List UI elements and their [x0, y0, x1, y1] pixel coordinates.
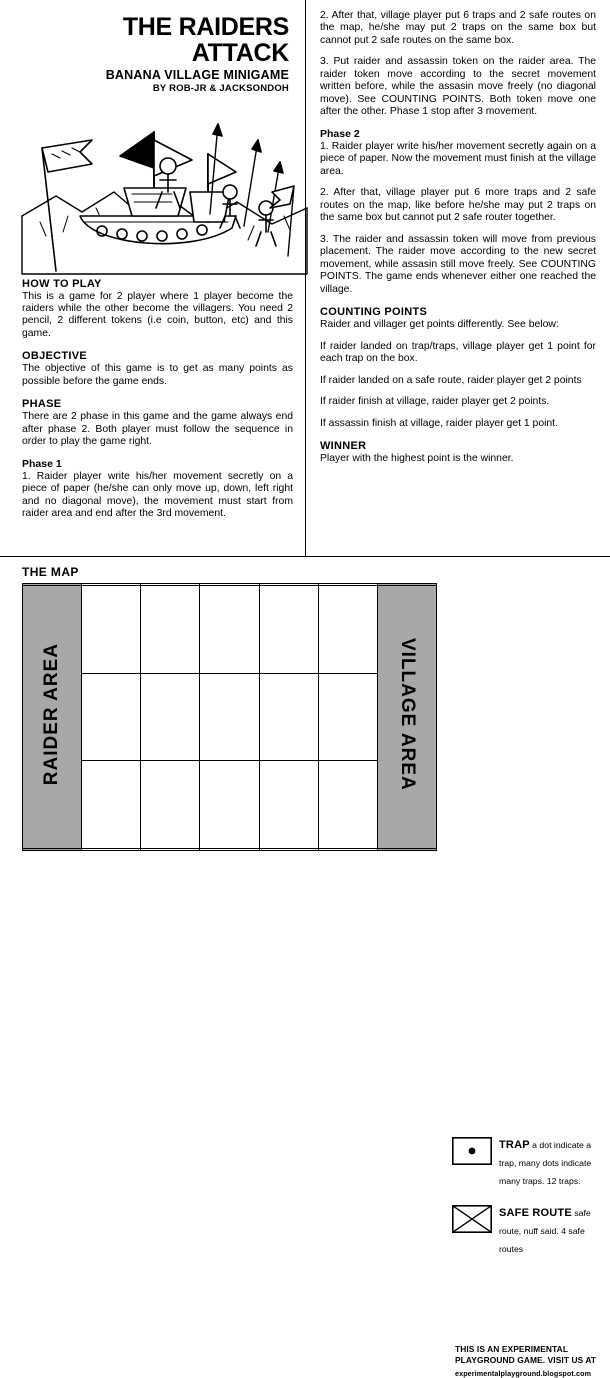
legend-safe-route-title: SAFE ROUTE: [499, 1207, 572, 1219]
objective-heading: OBJECTIVE: [22, 350, 88, 363]
phase-1-item-3: 3. Put raider and assassin token on the raider area. The raider token move according to the secret movement written before, while the assasin move freely (no diagonal move). See COUNTING POINTS. Both token move one after the other. Phase 1 stop after 3 movement.: [320, 56, 596, 118]
trap-dot-icon: [452, 1137, 492, 1165]
phase-2-item-1: 1. Raider player write his/her movement secretly again on a piece of paper. Now the movement must finish at the village area.: [320, 140, 596, 177]
counting-points-rule-4: If assassin finish at village, raider player get 1 point.: [320, 417, 558, 429]
legend-trap-title: TRAP: [499, 1139, 530, 1151]
raiders-attack-illustration: [22, 96, 307, 274]
board-cell[interactable]: [377, 849, 436, 851]
winner-heading: WINNER: [320, 440, 367, 453]
legend-trap-desc: a dot indicate a trap, many dots indicate many traps. 12 traps.: [499, 1140, 592, 1186]
board-cell[interactable]: [318, 585, 377, 673]
raider-area-label: RAIDER AREA: [41, 643, 63, 786]
phase-1-heading: Phase 1: [22, 457, 62, 470]
phase-1-item-2: 2. After that, village player put 6 traps and 2 safe routes on the map, he/she may put 2 traps on the same box but cannot put 2 safe routes on the same box.: [320, 10, 596, 46]
board-cell[interactable]: [259, 849, 318, 851]
instructions-section: [0, 0, 610, 556]
phase-heading: PHASE: [22, 398, 62, 411]
safe-route-cross-icon: [452, 1205, 492, 1233]
board-cell[interactable]: [200, 585, 259, 673]
board-cell[interactable]: [200, 673, 259, 761]
winner-body: Player with the highest point is the winner.: [320, 453, 514, 465]
legend-item-safe-route: [452, 1203, 602, 1257]
how-to-play-body: This is a game for 2 player where 1 player become the raiders while the other become the villagers. You need 2 pencil, 2 different tokens (i.e coin, button, etc) and this game.: [22, 290, 293, 339]
how-to-play-heading: HOW TO PLAY: [22, 277, 102, 290]
board-cell[interactable]: [200, 849, 259, 851]
board-row[interactable]: [23, 585, 437, 673]
board-cell[interactable]: [259, 761, 318, 849]
counting-points-rule-2: If raider landed on a safe route, raider player get 2 points: [320, 374, 582, 386]
board-cell[interactable]: [82, 585, 141, 673]
footer-note: [455, 1344, 607, 1378]
board-cell[interactable]: [259, 585, 318, 673]
village-area-label: VILLAGE AREA: [396, 638, 418, 791]
board-row[interactable]: [23, 761, 437, 849]
board-cell[interactable]: [141, 849, 200, 851]
left-column: [0, 0, 305, 556]
map-section: [0, 556, 610, 1378]
footer-url[interactable]: experimentalplayground.blogspot.com: [455, 1368, 592, 1378]
board-cell[interactable]: [318, 849, 377, 851]
legend-safe-route-text: [499, 1203, 602, 1257]
title-block: [22, 14, 293, 94]
counting-points-heading: COUNTING POINTS: [320, 306, 428, 319]
board-cell[interactable]: [82, 761, 141, 849]
phase-2-heading: Phase 2: [320, 127, 360, 140]
board-cell[interactable]: [318, 673, 377, 761]
board-cell[interactable]: [141, 585, 200, 673]
phase-1-item-1: 1. Raider player write his/her movement secretly on a piece of paper (he/she can only move up, down, left right and no diagonal move), the movement must start from raider area and end after the 3rd movement.: [22, 470, 293, 520]
page-title: THE RAIDERS ATTACK: [122, 13, 289, 68]
raider-area[interactable]: [23, 585, 82, 849]
legend-item-trap: [452, 1135, 602, 1189]
board-cell[interactable]: [200, 761, 259, 849]
board-grid[interactable]: [22, 583, 437, 851]
legend-trap-text: [499, 1135, 602, 1189]
board-cell[interactable]: [82, 673, 141, 761]
board-cell[interactable]: [259, 673, 318, 761]
phase-2-item-3: 3. The raider and assassin token will move from previous placement. The raider move according to the new secret movement, while assasin still move freely. See COUNTING POINTS. The game ends whenever either one reached the village.: [320, 233, 596, 295]
counting-points-rule-3: If raider finish at village, raider player get 2 points.: [320, 396, 550, 408]
board-cell[interactable]: [82, 849, 141, 851]
map-heading: THE MAP: [22, 565, 79, 579]
game-board[interactable]: [22, 583, 437, 851]
board-cell[interactable]: [141, 673, 200, 761]
counting-points-rule-1: If raider landed on trap/traps, village player get 1 point for each trap on the box.: [320, 340, 596, 365]
board-cell[interactable]: [141, 761, 200, 849]
legend-safe-route-desc: safe route, nuff said. 4 safe routes: [499, 1208, 591, 1254]
footer-note-text: THIS IS AN EXPERIMENTAL PLAYGROUND GAME. VISIT US AT: [455, 1344, 597, 1365]
map-legend: [452, 1135, 602, 1271]
board-row[interactable]: [23, 673, 437, 761]
board-row[interactable]: [23, 849, 437, 851]
board-cell[interactable]: [23, 849, 82, 851]
page-subtitle: BANANA VILLAGE MINIGAME: [105, 67, 289, 82]
village-area[interactable]: [377, 585, 436, 849]
objective-body: The objective of this game is to get as many points as possible before the game ends.: [22, 363, 293, 387]
phase-2-item-2: 2. After that, village player put 6 more traps and 2 safe routes on the map, like before he/she may put 2 traps on the same box but cannot put 2 safe router together.: [320, 187, 596, 224]
counting-points-intro: Raider and villager get points differently. See below:: [320, 319, 559, 331]
phase-body: There are 2 phase in this game and the game always end after phase 2. Both player must follow the sequence in order to play the game right.: [22, 411, 293, 448]
board-cell[interactable]: [318, 761, 377, 849]
byline: BY ROB-JR & JACKSONDOH: [152, 82, 289, 94]
right-column: [305, 0, 610, 556]
